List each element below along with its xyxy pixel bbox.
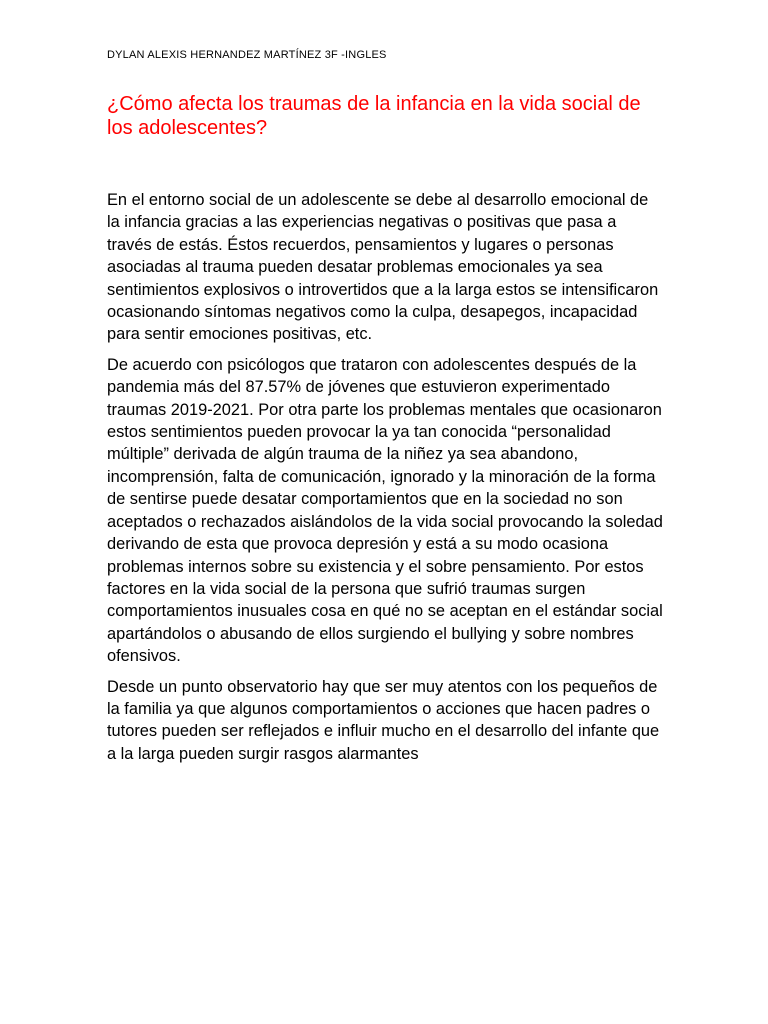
author-line: DYLAN ALEXIS HERNANDEZ MARTÍNEZ 3F -INGLES: [107, 49, 387, 61]
body-paragraph-3: Desde un punto observatorio hay que ser muy atentos con los pequeños de la familia ya que algunos comportamientos o acciones que hacen padres o tutores pueden ser reflejados e influir mucho en el desarrollo del infante que a la larga pueden surgir rasgos alarmantes: [107, 677, 660, 763]
document-body: [107, 189, 663, 773]
document-title: ¿Cómo afecta los traumas de la infancia en la vida social de los adolescentes?: [107, 93, 641, 139]
body-paragraph-2: De acuerdo con psicólogos que trataron con adolescentes después de la pandemia más del 87.57% de jóvenes que estuvieron experimentado traumas 2019-2021. Por otra parte los problemas mentales que ocasionaron estos sentimientos pueden provocar la ya tan conocida “personalidad múltiple” derivada de algún trauma de la niñez ya sea abandono, incomprensión, falta de comunicación, ignorado y la minoración de la forma de sentirse puede desatar comportamientos que en la sociedad no son aceptados o rechazados aislándolos de la vida social provocando la soledad derivando de esta que provoca depresión y está a su modo ocasiona problemas internos sobre su existencia y el sobre pensamiento. Por estos factores en la vida social de la persona que sufrió traumas surgen comportamientos inusuales cosa en qué no se aceptan en el estándar social apartándolos o abusando de ellos surgiendo el bullying y sobre nombres ofensivos.: [107, 355, 663, 666]
body-paragraph-1: En el entorno social de un adolescente se debe al desarrollo emocional de la infancia gracias a las experiencias negativas o positivas que pasa a través de estás. Éstos recuerdos, pensamientos y lugares o personas asociadas al trauma pueden desatar problemas emocionales ya sea sentimientos explosivos o introvertidos que a la larga estos se intensificaron ocasionando síntomas negativos como la culpa, desapegos, incapacidad para sentir emociones positivas, etc.: [107, 191, 659, 344]
